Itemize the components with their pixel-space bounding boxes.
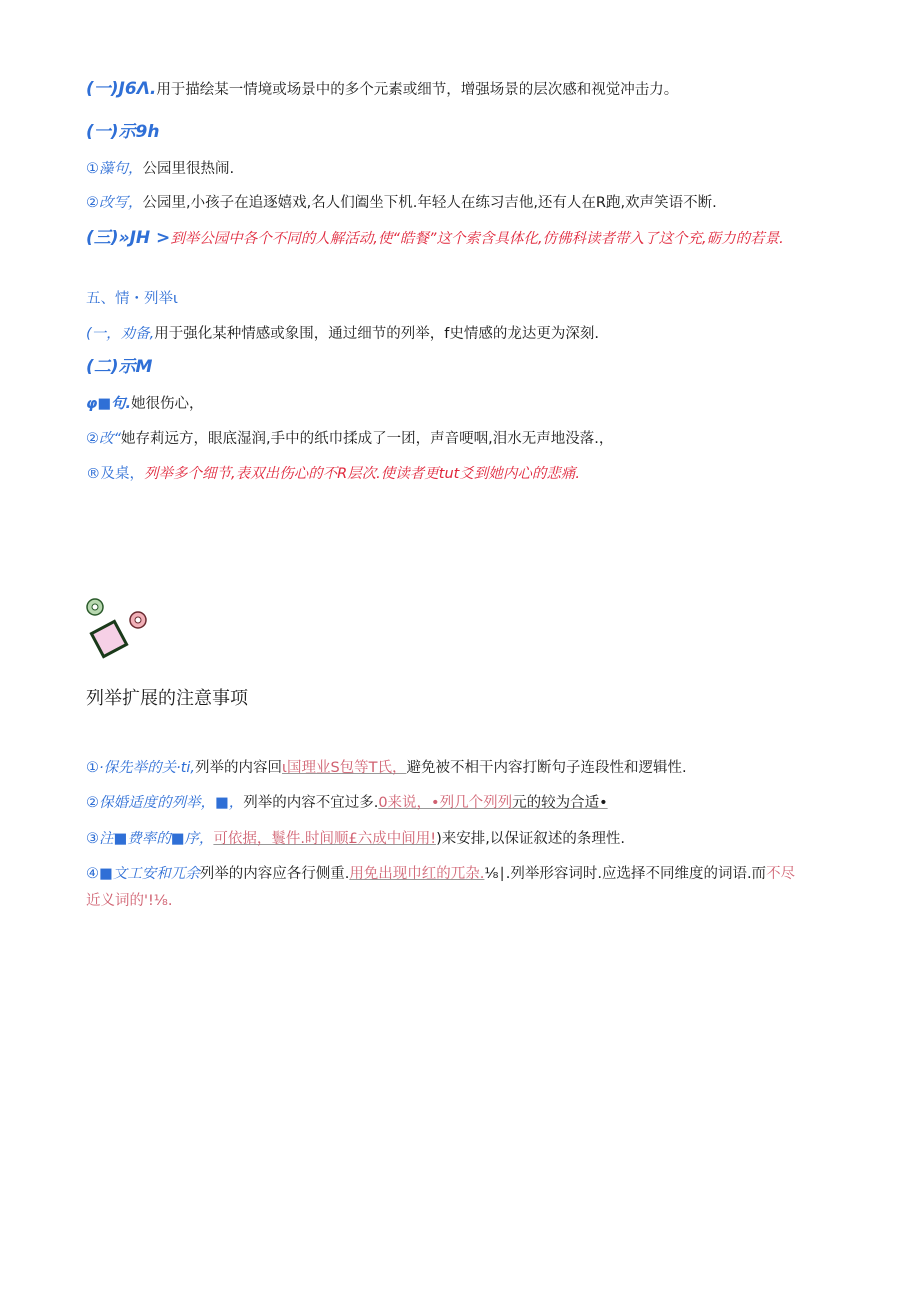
notes-item4-highlight: 用免出现巾红的兀杂. bbox=[349, 866, 485, 882]
s5-effect-text: 列举多个细节,表双出伤心的不R层次.使读者更tut爻到她内心的悲痛. bbox=[144, 466, 580, 482]
s4-rewrite-label: ②改写， bbox=[86, 195, 143, 211]
notes-item-3 bbox=[86, 828, 625, 850]
s4-orig-text: 公园里很热闹. bbox=[142, 161, 235, 177]
s4-definition bbox=[86, 78, 678, 101]
s5-orig-text: 她很伤心， bbox=[131, 396, 204, 412]
notes-item1-highlight: ι国理业S包等T氏， bbox=[282, 760, 407, 776]
s5-def-label: (一，劝备, bbox=[86, 326, 155, 342]
notes-item2-label: ②保婚适度的列举，■， bbox=[86, 795, 244, 811]
s4-original bbox=[86, 158, 234, 180]
notes-item-1 bbox=[86, 757, 687, 779]
s5-original bbox=[86, 393, 204, 415]
s5-effect bbox=[86, 463, 580, 485]
notes-item1-text-b: 避免被不相干内容打断句子连段性和逻辑性. bbox=[406, 760, 687, 776]
s5-title bbox=[86, 288, 178, 310]
s5-example-heading bbox=[86, 356, 152, 379]
s4-rewrite bbox=[86, 192, 717, 214]
s4-example-label: (一)示9h bbox=[86, 122, 160, 142]
notes-item2-text-a: 列举的内容不宜过多. bbox=[243, 795, 379, 811]
notes-item2-highlight: 0来说，•列几个列列 bbox=[378, 795, 513, 811]
notes-item-4 bbox=[86, 863, 795, 885]
s4-def-label: (一)J6Λ. bbox=[86, 79, 157, 99]
s5-title-text: 五、情・列举ι bbox=[86, 291, 178, 307]
s5-rewrite-text: 她存莉远方，眼底湿润,手中的纸巾揉成了一团，声音哽咽,泪水无声地没落.， bbox=[121, 431, 614, 447]
s4-effect-label: (三)»JH > bbox=[86, 228, 171, 248]
notes-item3-text: )来安排,以保证叙述的条理性. bbox=[436, 831, 625, 847]
notes-item-2 bbox=[86, 792, 608, 814]
s5-effect-label: ®及桌， bbox=[86, 466, 144, 482]
notes-title: 列举扩展的注意事项 bbox=[86, 688, 248, 709]
notes-item4-text-b: ⅛∣.列举形容词时.应选择不同维度的词语.而 bbox=[484, 866, 767, 882]
s5-rewrite-label: ②改“ bbox=[86, 431, 122, 447]
s5-example-label: (二)示M bbox=[86, 357, 153, 377]
notes-item3-highlight: 可依据，鬟件.时间顺£六成中间用! bbox=[213, 831, 437, 847]
s4-orig-label: ①藻句， bbox=[86, 161, 143, 177]
s4-rewrite-text: 公园里,小孩子在追逐嬉戏,名人们阖坐下机.年轻人在练习吉他,还有人在R跑,欢声笑语不断. bbox=[142, 195, 717, 211]
notes-item2-text-b: 元的较为合适• bbox=[512, 795, 608, 811]
notes-item1-text-a: 列举的内容回 bbox=[195, 760, 283, 776]
notes-item3-label: ③注■费率的■序， bbox=[86, 831, 214, 847]
s4-example-heading bbox=[86, 121, 159, 144]
decorative-logo-icon bbox=[84, 596, 150, 662]
s5-definition bbox=[86, 323, 599, 345]
s4-effect bbox=[86, 227, 784, 250]
s5-orig-label: φ■句. bbox=[86, 396, 132, 412]
notes-item4-label: ④■文工安和兀余 bbox=[86, 866, 200, 882]
s5-def-text: 用于强化某种情感或象围，通过细节的列举，f史情感的龙达更为深刻. bbox=[154, 326, 599, 342]
s4-def-text: 用于描绘某一情境或场景中的多个元素或细节，增强场景的层次感和视觉冲击力。 bbox=[156, 82, 679, 98]
notes-item4-text-a: 列举的内容应各行侧重. bbox=[199, 866, 350, 882]
notes-item4-highlight-2: 不尽 bbox=[766, 866, 796, 882]
notes-item-4-continued bbox=[86, 890, 172, 912]
s4-effect-text: 到举公园中各个不同的人解活动,使“皓餐”这个索含具体化,仿佛科读者带入了这个充,砺力的若景. bbox=[170, 231, 784, 247]
s5-rewrite bbox=[86, 428, 613, 450]
notes-item1-label: ①·保先举的关·ti, bbox=[86, 760, 196, 776]
notes-item4-line2: 近义词的'!⅛. bbox=[86, 893, 173, 909]
